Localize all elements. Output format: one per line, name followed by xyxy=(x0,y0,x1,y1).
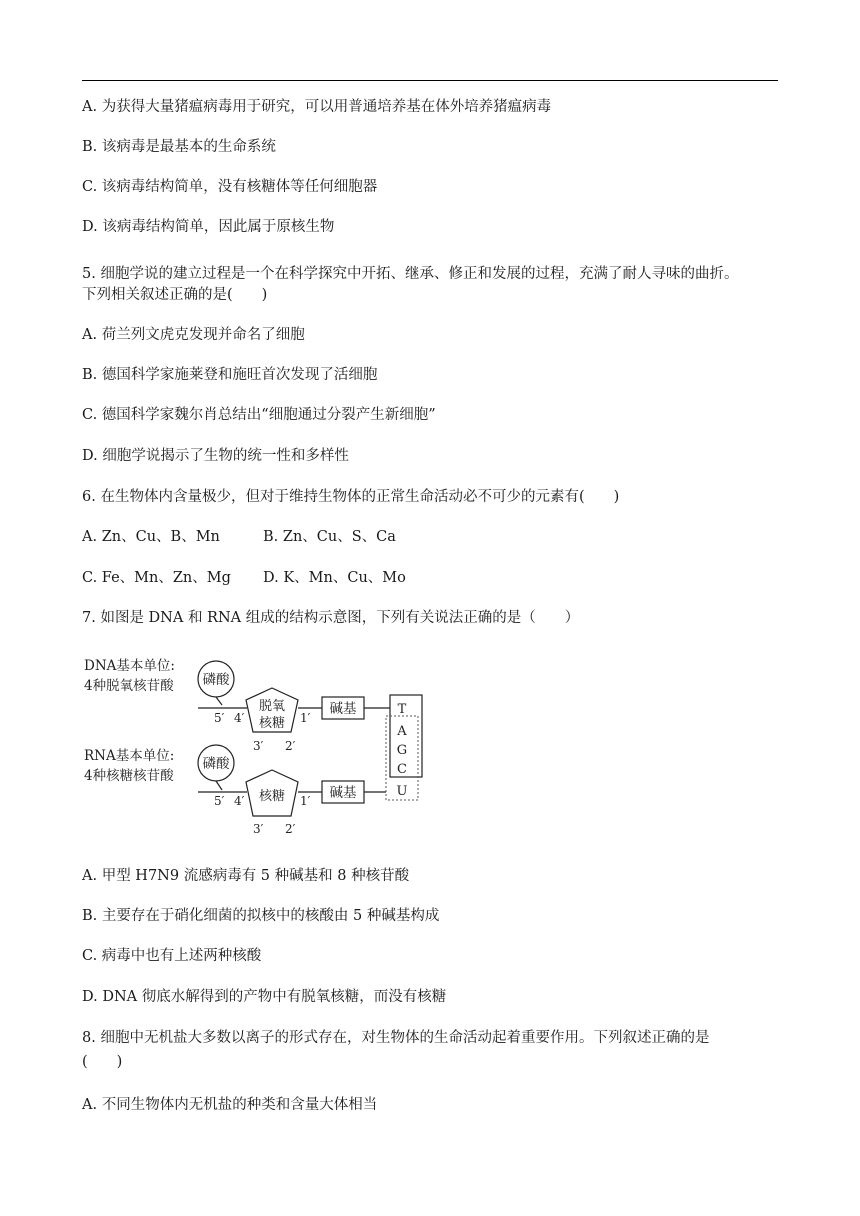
q6-option-c: C. Fe、Mn、Zn、Mg xyxy=(82,570,231,586)
dna-unit-label: DNA基本单位: xyxy=(84,658,175,674)
q8-stem-line2: ( ) xyxy=(82,1054,123,1070)
q7-option-d: D. DNA 彻底水解得到的产物中有脱氧核糖，而没有核糖 xyxy=(82,989,447,1005)
dna-phosphate-label: 磷酸 xyxy=(202,672,230,688)
base-c: C xyxy=(397,762,407,777)
base-g: G xyxy=(396,743,408,758)
dna-c3-label: 3′ xyxy=(253,739,264,753)
q6-option-b: B. Zn、Cu、S、Ca xyxy=(263,529,396,545)
q7-option-b: B. 主要存在于硝化细菌的拟核中的核酸由 5 种碱基构成 xyxy=(82,908,440,924)
rna-c3-label: 3′ xyxy=(253,822,264,836)
q6-option-d: D. K、Mn、Cu、Mo xyxy=(263,570,406,586)
rna-c1-label: 1′ xyxy=(300,794,311,808)
q4-option-d: D. 该病毒结构简单，因此属于原核生物 xyxy=(82,219,335,235)
dna-base-label: 碱基 xyxy=(329,701,357,717)
rna-c2-label: 2′ xyxy=(285,822,296,836)
rna-phosphate-label: 磷酸 xyxy=(202,756,230,772)
rna-c4-label: 4′ xyxy=(234,794,245,808)
q4-option-a: A. 为获得大量猪瘟病毒用于研究，可以用普通培养基在体外培养猪瘟病毒 xyxy=(82,99,552,115)
dna-phosphate-bond-stub xyxy=(216,697,222,705)
q6-stem: 6. 在生物体内含量极少，但对于维持生物体的正常生命活动必不可少的元素有( ) xyxy=(82,489,620,505)
dna-nucleotide-label: 4种脱氧核苷酸 xyxy=(84,678,174,694)
header-rule xyxy=(82,80,778,81)
dna-c5-label: 5′ xyxy=(214,711,225,725)
rna-phosphate-bond-stub xyxy=(216,781,222,790)
dna-c2-label: 2′ xyxy=(285,739,296,753)
q7-option-a: A. 甲型 H7N9 流感病毒有 5 种碱基和 8 种核苷酸 xyxy=(82,868,410,884)
rna-c5-label: 5′ xyxy=(214,794,225,808)
q5-stem-line1: 5. 细胞学说的建立过程是一个在科学探究中开拓、继承、修正和发展的过程，充满了耐人寻味的曲折。 xyxy=(82,266,739,282)
q5-option-d: D. 细胞学说揭示了生物的统一性和多样性 xyxy=(82,448,349,464)
q5-option-c: C. 德国科学家魏尔肖总结出“细胞通过分裂产生新细胞” xyxy=(82,407,436,423)
q4-option-c: C. 该病毒结构简单，没有核糖体等任何细胞器 xyxy=(82,179,378,195)
q5-option-b: B. 德国科学家施莱登和施旺首次发现了活细胞 xyxy=(82,367,378,383)
dna-c1-label: 1′ xyxy=(300,711,311,725)
q7-option-c: C. 病毒中也有上述两种核酸 xyxy=(82,948,262,964)
rna-unit-label: RNA基本单位: xyxy=(84,748,175,764)
q4-option-b: B. 该病毒是最基本的生命系统 xyxy=(82,139,276,155)
ribose-label: 核糖 xyxy=(258,789,286,804)
base-a: A xyxy=(397,724,407,739)
dna-c4-label: 4′ xyxy=(234,711,245,725)
deoxyribose-label-2: 核糖 xyxy=(258,716,286,731)
q7-stem: 7. 如图是 DNA 和 RNA 组成的结构示意图，下列有关说法正确的是（ ） xyxy=(82,610,580,626)
deoxyribose-label-1: 脱氧 xyxy=(258,699,286,714)
base-u: U xyxy=(396,784,408,799)
q8-stem-line1: 8. 细胞中无机盐大多数以离子的形式存在，对生物体的生命活动起着重要作用。下列叙述正确的是 xyxy=(82,1030,710,1046)
rna-base-label: 碱基 xyxy=(329,785,357,801)
q5-option-a: A. 荷兰列文虎克发现并命名了细胞 xyxy=(82,327,305,343)
q5-stem-line2: 下列相关叙述正确的是( ) xyxy=(82,287,268,303)
base-t: T xyxy=(397,702,407,717)
q8-option-a: A. 不同生物体内无机盐的种类和含量大体相当 xyxy=(82,1097,378,1113)
q6-option-a: A. Zn、Cu、B、Mn xyxy=(82,529,220,545)
rna-nucleotide-label: 4种核糖核苷酸 xyxy=(84,768,174,784)
nucleotide-diagram xyxy=(82,650,442,850)
